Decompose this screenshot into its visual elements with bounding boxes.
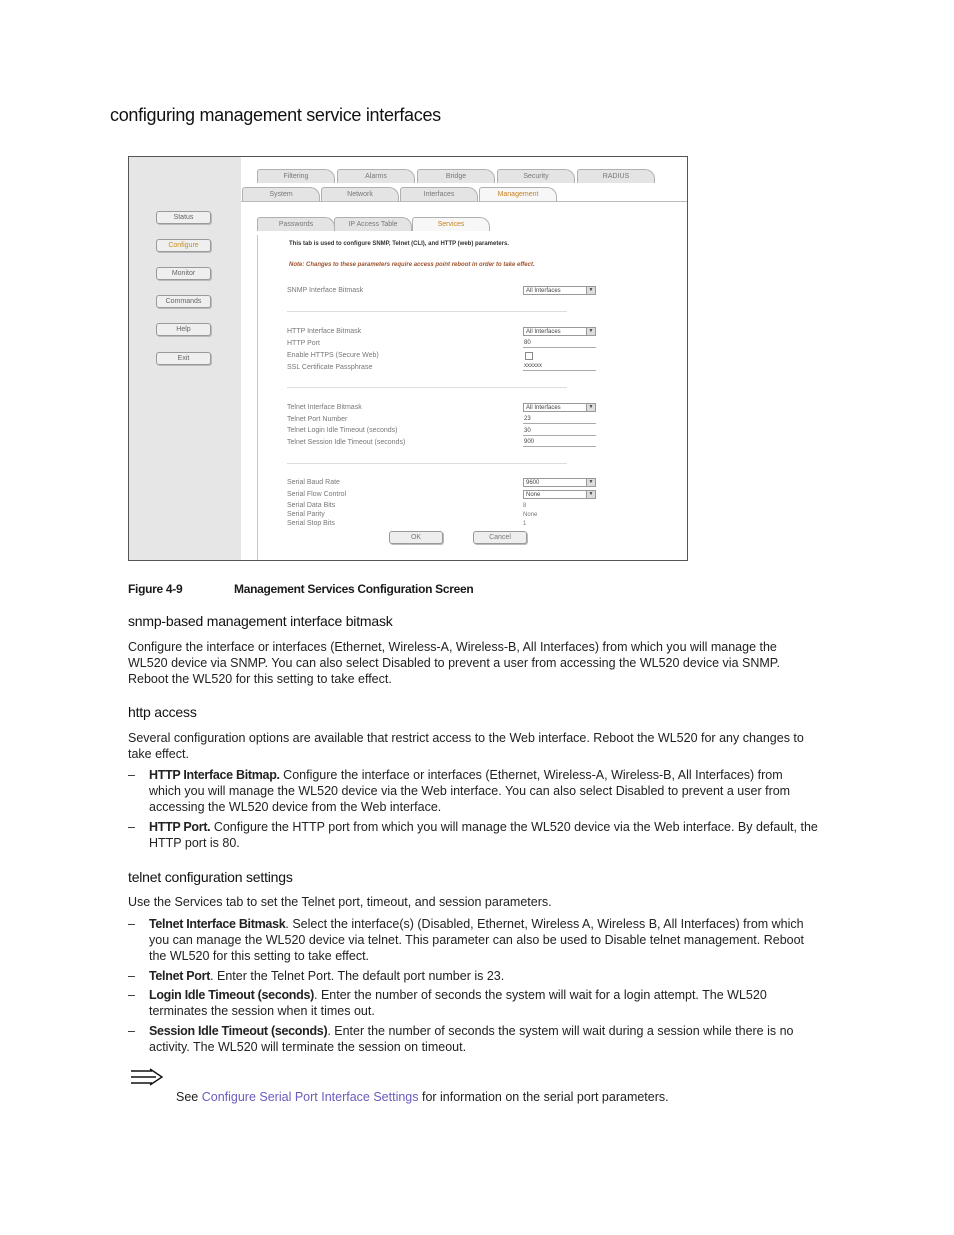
- list-item-term: HTTP Interface Bitmap.: [149, 768, 280, 782]
- list-item: [128, 987, 818, 1019]
- list-dash: –: [128, 917, 135, 931]
- divider: [287, 387, 567, 388]
- list-item-text: . Enter the Telnet Port. The default port number is 23.: [210, 969, 505, 983]
- note-icon: [130, 1068, 164, 1088]
- stopbits-value: 1: [523, 521, 527, 527]
- http-heading: http access: [128, 704, 197, 720]
- telnet-session-field[interactable]: 900: [523, 438, 596, 447]
- telnet-body: Use the Services tab to set the Telnet port, timeout, and session parameters.: [128, 895, 552, 909]
- note-pre: See: [176, 1090, 202, 1104]
- list-dash: –: [128, 969, 135, 983]
- ok-button[interactable]: OK: [389, 531, 443, 544]
- list-item: [128, 968, 818, 984]
- tab-services[interactable]: Services: [412, 217, 490, 231]
- divider: [287, 463, 567, 464]
- flow-label: Serial Flow Control: [287, 491, 347, 498]
- tab-bridge[interactable]: Bridge: [417, 169, 495, 183]
- nav-configure-button[interactable]: Configure: [156, 239, 211, 252]
- databits-label: Serial Data Bits: [287, 502, 336, 509]
- snmp-body: Configure the interface or interfaces (Ethernet, Wireless-A, Wireless-B, All Interfaces) from which you will manage the WL520 device via SNMP. You can also select Disabled to prevent a user from accessing the WL520 device via SNMP. Reboot the WL520 for this setting to take effect.: [128, 640, 780, 686]
- list-item-term: Telnet Interface Bitmask: [149, 917, 286, 931]
- note-text: Note: Changes to these parameters require access point reboot in order to take effect.: [289, 262, 535, 268]
- chevron-down-icon: ▼: [586, 479, 595, 486]
- list-item-text: Configure the HTTP port from which you will manage the WL520 device via the Web interface. By default, the HTTP port is 80.: [149, 820, 818, 850]
- note-post: for information on the serial port parameters.: [418, 1090, 669, 1104]
- telnet-port-label: Telnet Port Number: [287, 416, 348, 423]
- list-item-text: . Enter the number of seconds the system will wait during a session while there is no activity. The WL520 will terminate the session on timeout.: [149, 1024, 794, 1054]
- flow-select-value: None: [526, 492, 541, 498]
- parity-value: None: [523, 512, 538, 518]
- http-port-label: HTTP Port: [287, 340, 320, 347]
- snmp-select[interactable]: [523, 286, 596, 295]
- tab-filtering[interactable]: Filtering: [257, 169, 335, 183]
- baud-label: Serial Baud Rate: [287, 479, 340, 486]
- https-label: Enable HTTPS (Secure Web): [287, 352, 379, 359]
- list-item-text: Configure the interface or interfaces (Ethernet, Wireless-A, Wireless-B, All Interfaces) from which you will manage the WL520 device via the Web interface. You can also select Disabled to prevent a user from accessing the WL520 device from the Web interface.: [149, 768, 791, 814]
- list-item: [128, 767, 818, 815]
- chevron-down-icon: ▼: [586, 287, 595, 294]
- list-item-term: Telnet Port: [149, 969, 211, 983]
- tab-divider: [241, 201, 688, 202]
- list-item-term: Login Idle Timeout (seconds): [149, 988, 314, 1002]
- telnet-bitmask-label: Telnet Interface Bitmask: [287, 404, 362, 411]
- telnet-login-field[interactable]: 30: [523, 427, 596, 436]
- tab-radius[interactable]: RADIUS: [577, 169, 655, 183]
- nav-pane: [129, 157, 241, 560]
- intro-text: This tab is used to configure SNMP, Telnet (CLI), and HTTP (web) parameters.: [289, 241, 510, 247]
- flow-select[interactable]: [523, 490, 596, 499]
- list-item-term: Session Idle Timeout (seconds): [149, 1024, 328, 1038]
- parity-label: Serial Parity: [287, 511, 325, 518]
- tab-network[interactable]: Network: [321, 187, 399, 201]
- ssl-passphrase-field[interactable]: xxxxxx: [523, 362, 596, 371]
- chevron-down-icon: ▼: [586, 491, 595, 498]
- divider: [287, 311, 567, 312]
- tab-interfaces[interactable]: Interfaces: [400, 187, 478, 201]
- list-item: [128, 1023, 818, 1055]
- databits-value: 8: [523, 503, 527, 509]
- baud-select-value: 9600: [526, 480, 540, 486]
- http-body: Several configuration options are available that restrict access to the Web interface. Reboot the WL520 for any changes to take effect.: [128, 731, 804, 761]
- tab-security[interactable]: Security: [497, 169, 575, 183]
- tab-alarms[interactable]: Alarms: [337, 169, 415, 183]
- list-dash: –: [128, 988, 135, 1002]
- chevron-down-icon: ▼: [586, 328, 595, 335]
- list-dash: –: [128, 1024, 135, 1038]
- section-title: configuring management service interfaces: [110, 105, 441, 125]
- http-bitmask-select[interactable]: [523, 327, 596, 336]
- http-port-field[interactable]: 80: [523, 339, 596, 348]
- http-bitmask-select-value: All Interfaces: [526, 329, 561, 335]
- https-checkbox[interactable]: [525, 352, 533, 360]
- list-item-text: . Select the interface(s) (Disabled, Ethernet, Wireless A, Wireless B, All Interfaces) from which you can manage the WL520 device via telnet. This parameter can also be used to Disable telnet management. Reboot the WL520 for this setting to take effect.: [149, 917, 805, 963]
- telnet-port-field[interactable]: 23: [523, 415, 596, 424]
- telnet-bitmask-select[interactable]: [523, 403, 596, 412]
- telnet-heading: telnet configuration settings: [128, 869, 293, 885]
- serial-port-settings-link[interactable]: Configure Serial Port Interface Settings: [201, 1090, 419, 1104]
- http-bitmask-label: HTTP Interface Bitmask: [287, 328, 362, 335]
- telnet-session-label: Telnet Session Idle Timeout (seconds): [287, 439, 406, 446]
- list-item-term: HTTP Port.: [149, 820, 211, 834]
- snmp-select-value: All Interfaces: [526, 288, 561, 294]
- snmp-label: SNMP Interface Bitmask: [287, 287, 364, 294]
- stopbits-label: Serial Stop Bits: [287, 520, 335, 527]
- figure-caption: [128, 582, 473, 596]
- chevron-down-icon: ▼: [586, 404, 595, 411]
- tab-system[interactable]: System: [242, 187, 320, 201]
- list-item: [128, 916, 818, 964]
- baud-select[interactable]: [523, 478, 596, 487]
- nav-monitor-button[interactable]: Monitor: [156, 267, 211, 280]
- list-dash: –: [128, 768, 135, 782]
- nav-help-button[interactable]: Help: [156, 323, 211, 336]
- management-services-screenshot: [128, 156, 688, 561]
- snmp-heading: snmp-based management interface bitmask: [128, 613, 393, 629]
- list-item-text: . Enter the number of seconds the system will wait for a login attempt. The WL520 terminates the session when it times out.: [149, 988, 767, 1018]
- list-item: [128, 819, 818, 851]
- tab-management[interactable]: Management: [479, 187, 557, 201]
- figure-number: Figure 4-9: [128, 582, 183, 596]
- nav-exit-button[interactable]: Exit: [156, 352, 211, 365]
- ssl-label: SSL Certificate Passphrase: [287, 364, 373, 371]
- nav-status-button[interactable]: Status: [156, 211, 211, 224]
- nav-commands-button[interactable]: Commands: [156, 295, 211, 308]
- telnet-bitmask-select-value: All Interfaces: [526, 405, 561, 411]
- list-dash: –: [128, 820, 135, 834]
- figure-caption-text: Management Services Configuration Screen: [234, 582, 474, 596]
- telnet-login-label: Telnet Login Idle Timeout (seconds): [287, 427, 398, 434]
- cancel-button[interactable]: Cancel: [473, 531, 527, 544]
- tab-passwords[interactable]: Passwords: [257, 217, 335, 231]
- note-text: [176, 1090, 669, 1104]
- tab-ip-access-table[interactable]: IP Access Table: [334, 217, 412, 231]
